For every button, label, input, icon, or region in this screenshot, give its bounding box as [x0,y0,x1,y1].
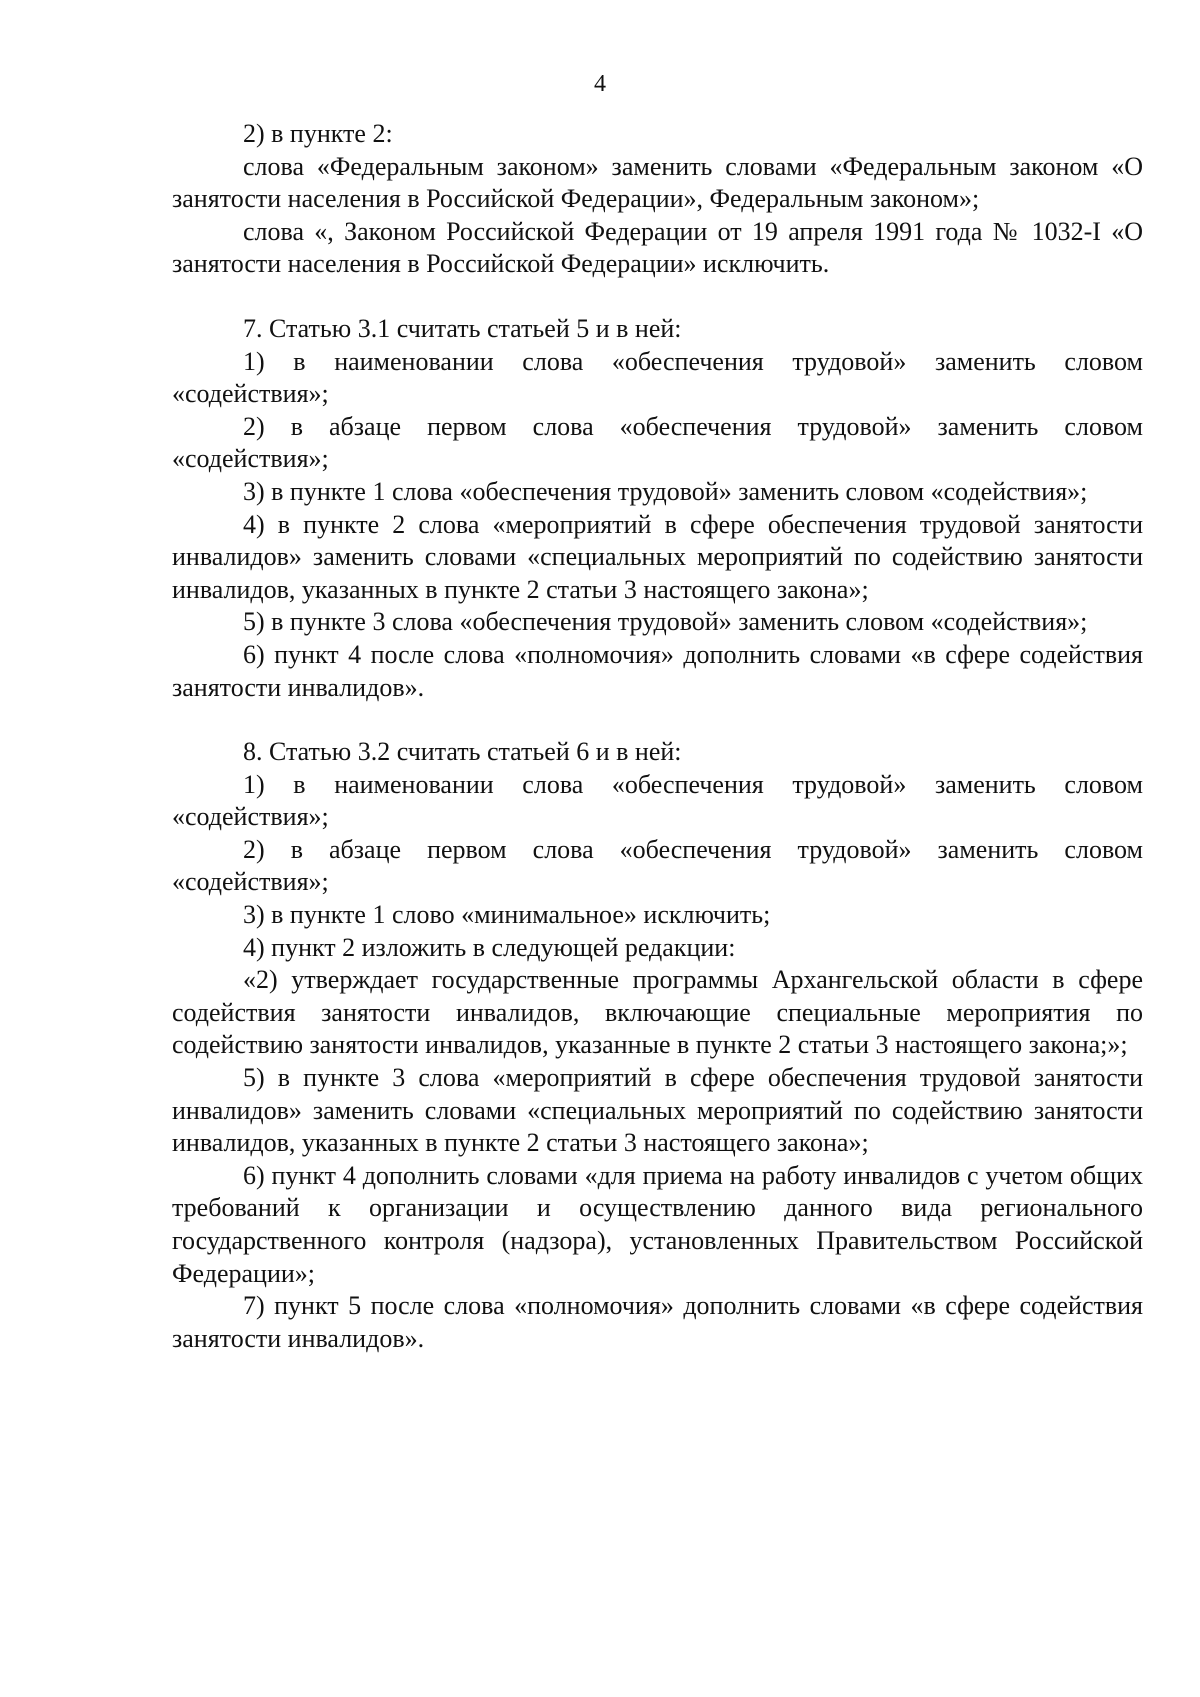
paragraph: 3) в пункте 1 слова «обеспечения трудовой» заменить словом «содействия»; [243,476,1088,506]
paragraph: слова «Федеральным законом» заменить словами «Федеральным законом «О занятости населения в Российской Федерации», Федеральным законом»; [172,151,1143,214]
section-gap [172,281,1143,313]
paragraph: 2) в абзаце первом слова «обеспечения трудовой» заменить словом «содействия»; [172,834,1143,897]
paragraph: 2) в абзаце первом слова «обеспечения трудовой» заменить словом «содействия»; [172,411,1143,474]
section-heading: 8. Статью 3.2 считать статьей 6 и в ней: [243,737,682,767]
paragraph: 6) пункт 4 после слова «полномочия» дополнить словами «в сфере содействия занятости инвалидов». [172,639,1143,702]
paragraph: 4) в пункте 2 слова «мероприятий в сфере обеспечения трудовой занятости инвалидов» заменить словами «специальных мероприятий по содействию занятости инвалидов, указанных в пункте 2 статьи 3 настоящего закона»; [172,509,1143,604]
paragraph: 5) в пункте 3 слова «мероприятий в сфере обеспечения трудовой занятости инвалидов» заменить словами «специальных мероприятий по содействию занятости инвалидов, указанных в пункте 2 статьи 3 настоящего закона»; [172,1063,1143,1158]
paragraph: 1) в наименовании слова «обеспечения трудовой» заменить словом «содействия»; [172,769,1143,832]
section-item-2 [172,118,1143,281]
paragraph: «2) утверждает государственные программы Архангельской области в сфере содействия занятости инвалидов, включающие специальные мероприятия по содействию занятости инвалидов, указанные в пункте 2 статьи 3 настоящего закона;»; [172,965,1143,1060]
section-article-8 [172,736,1143,1355]
page-number: 4 [594,71,606,97]
document-body [172,118,1143,1355]
paragraph: 7) пункт 5 после слова «полномочия» дополнить словами «в сфере содействия занятости инвалидов». [172,1291,1143,1353]
paragraph: 4) пункт 2 изложить в следующей редакции: [243,932,736,962]
paragraph: 3) в пункте 1 слово «минимальное» исключить; [243,900,771,930]
paragraph: 5) в пункте 3 слова «обеспечения трудовой» заменить словом «содействия»; [243,607,1088,637]
paragraph: 2) в пункте 2: [243,119,393,148]
section-article-7 [172,313,1143,704]
paragraph: 1) в наименовании слова «обеспечения трудовой» заменить словом «содействия»; [172,346,1143,409]
paragraph: слова «, Законом Российской Федерации от 19 апреля 1991 года № 1032-I «О занятости населения в Российской Федерации» исключить. [172,216,1143,279]
paragraph: 6) пункт 4 дополнить словами «для приема на работу инвалидов с учетом общих требований к организации и осуществлению данного вида регионального государственного контроля (надзора), установленных Правительством Российской Федерации»; [172,1160,1143,1288]
section-heading: 7. Статью 3.1 считать статьей 5 и в ней: [243,313,682,343]
section-gap [172,704,1143,736]
